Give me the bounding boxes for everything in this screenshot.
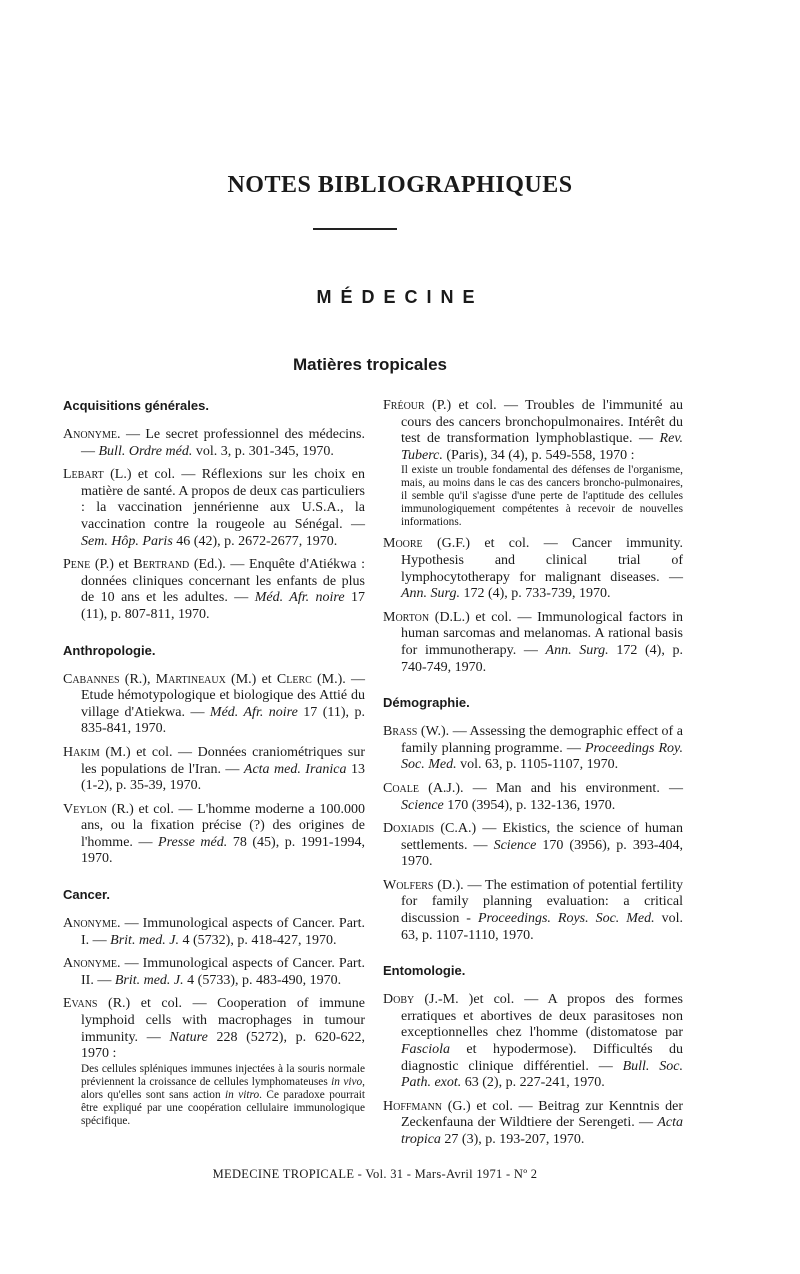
bibliography-entry: Lebart (L.) et col. — Réflexions sur les choix en matière de santé. A propos de deux cas particuliers : la vaccination jennérienne aux U.S.A., la vaccination contre la rougeole au Sénégal. — Sem. Hôp. Paris 46 (42), p. 2672-2677, 1970. xyxy=(63,467,365,549)
bibliography-entry: Evans (R.) et col. — Cooperation of immune lymphoid cells with macrophages in tumour immunity. — Nature 228 (5272), p. 620-622, 1970 : xyxy=(63,996,365,1062)
bibliography-entry: Hoffmann (G.) et col. — Beitrag zur Kenntnis der Zeckenfauna der Wildtiere der Serengeti. — Acta tropica 27 (3), p. 193-207, 1970. xyxy=(383,1098,684,1147)
page-title: NOTES BIBLIOGRAPHIQUES xyxy=(227,172,573,198)
right-column xyxy=(383,398,683,1156)
category-heading: Démographie. xyxy=(383,695,470,711)
bibliography-entry: Doby (J.-M. )et col. — A propos des formes erratiques et abortives de deux parasitoses non exceptionnelles chez l'homme (distomatose par Fasciola et hypodermose). Difficultés du diagnostic clinique différentiel. — Bull. Soc. Path. exot. 63 (2), p. 227-241, 1970. xyxy=(383,992,684,1091)
bibliography-entry: Moore (G.F.) et col. — Cancer immunity. Hypothesis and clinical trial of lymphocytotherapy for malignant diseases. — Ann. Surg. 172 (4), p. 733-739, 1970. xyxy=(383,536,683,602)
category-heading: Entomologie. xyxy=(383,963,466,979)
bibliography-entry: Doxiadis (C.A.) — Ekistics, the science of human settlements. — Science 170 (3956), p. 393-404, 1970. xyxy=(383,821,683,870)
title-rule xyxy=(313,228,397,230)
bibliography-entry: Anonyme. — Immunological aspects of Cancer. Part. II. — Brit. med. J. 4 (5733), p. 483-490, 1970. xyxy=(63,956,365,988)
entry-annotation: Des cellules spléniques immunes injectées à la souris normale préviennent la croissance de cellules lymphomateuses in vivo, alors qu'elles sont sans action in vitro. Ce paradoxe pourrait être expliqué par une coopération cellulaire immunologique spécifique. xyxy=(81,1062,365,1127)
bibliography-entry: Brass (W.). — Assessing the demographic effect of a family planning programme. — Proceedings Roy. Soc. Med. vol. 63, p. 1105-1107, 1970. xyxy=(383,724,683,773)
left-column xyxy=(63,398,365,1128)
section-title: MÉDECINE xyxy=(316,287,484,307)
bibliography-entry: Wolfers (D.). — The estimation of potential fertility for family planning evaluation: a critical discussion - Proceedings. Roys. Soc. Med. vol. 63, p. 1107-1110, 1970. xyxy=(383,877,684,943)
bibliography-entry: Anonyme. — Le secret professionnel des médecins. — Bull. Ordre méd. vol. 3, p. 301-345, 1970. xyxy=(63,427,365,459)
bibliography-entry: Hakim (M.) et col. — Données craniométriques sur les populations de l'Iran. — Acta med. Iranica 13 (1-2), p. 35-39, 1970. xyxy=(63,744,365,794)
bibliography-entry: Cabannes (R.), Martineaux (M.) et Clerc (M.). — Etude hémotypologique et biologique des Attié du village d'Atiekwa. — Méd. Afr. noire 17 (11), p. 835-841, 1970. xyxy=(63,671,366,737)
subsection-title: Matières tropicales xyxy=(292,355,447,374)
bibliography-entry: Fréour (P.) et col. — Troubles de l'immunité au cours des cancers bronchopulmonaires. Intérêt du test de transformation lymphoblastique. — Rev. Tuberc. (Paris), 34 (4), p. 549-558, 1970 : xyxy=(383,398,683,463)
bibliography-entry: Morton (D.L.) et col. — Immunological factors in human sarcomas and melanomas. A rational basis for immunotherapy. — Ann. Surg. 172 (4), p. 740-749, 1970. xyxy=(383,609,683,675)
category-heading: Anthropologie. xyxy=(63,642,156,658)
bibliography-entry: Coale (A.J.). — Man and his environment. — Science 170 (3954), p. 132-136, 1970. xyxy=(383,780,683,813)
entry-annotation: Il existe un trouble fondamental des défenses de l'organisme, mais, au moins dans le cas des cancers broncho-pulmonaires, il semble qu'il s'agisse d'une perte de l'aptitude des cellules immunologiquement compétentes à recevoir de nouvelles informations. xyxy=(401,464,683,529)
bibliography-entry: Anonyme. — Immunological aspects of Cancer. Part. I. — Brit. med. J. 4 (5732), p. 418-427, 1970. xyxy=(63,916,365,948)
page-footer: MEDECINE TROPICALE - Vol. 31 - Mars-Avril 1971 - Nº 2 xyxy=(212,1167,538,1181)
category-heading: Cancer. xyxy=(63,887,110,903)
bibliography-entry: Pene (P.) et Bertrand (Ed.). — Enquête d'Atiékwa : données cliniques concernant les enfants de plus de 10 ans et les adultes. — Méd. Afr. noire 17 (11), p. 807-811, 1970. xyxy=(63,557,366,622)
bibliography-entry: Veylon (R.) et col. — L'homme moderne a 100.000 ans, ou la fixation précise (?) des origines de l'homme. — Presse méd. 78 (45), p. 1991-1994, 1970. xyxy=(63,801,365,867)
category-heading: Acquisitions générales. xyxy=(63,398,209,413)
